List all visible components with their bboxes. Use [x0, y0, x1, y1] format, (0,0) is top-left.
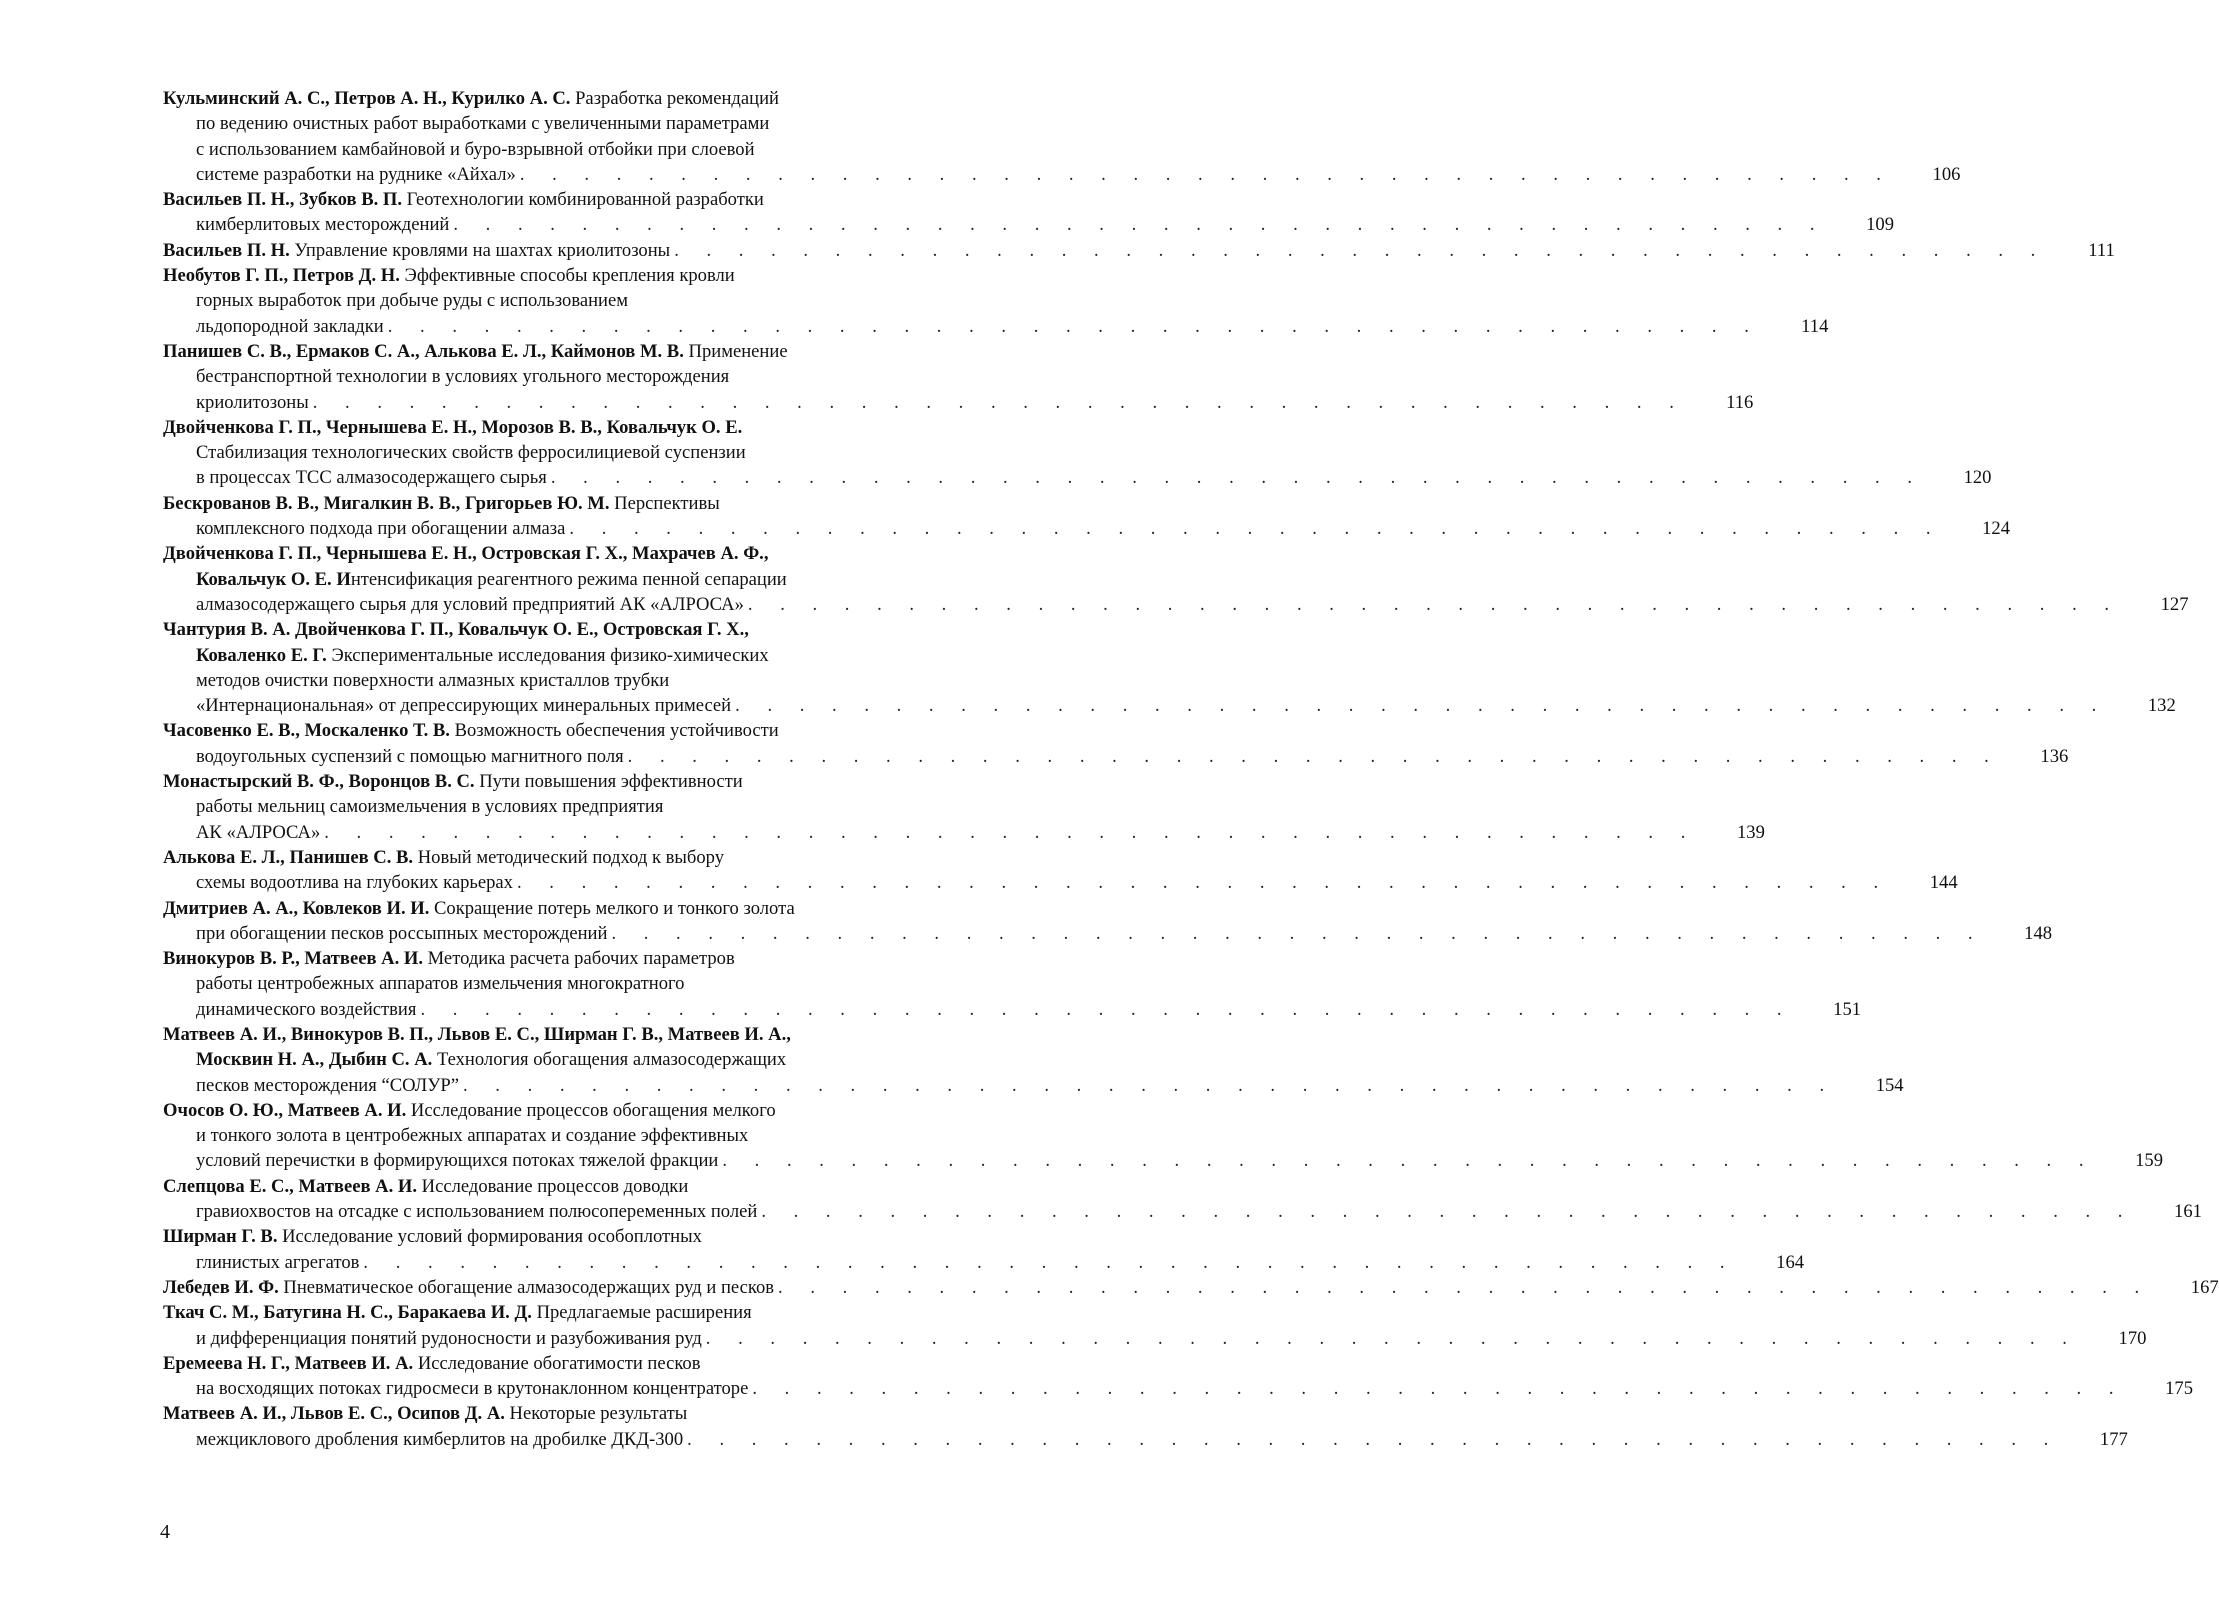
toc-entry-text: межциклового дробления кимберлитов на дробилке ДКД-300: [196, 1428, 684, 1450]
toc-entry-final-line: [163, 162, 1961, 187]
toc-entry-text: песков месторождения “СОЛУР”: [196, 1074, 459, 1096]
toc-entry-final-line: [163, 1148, 2163, 1173]
toc-entry-page-number: 120: [1963, 467, 1992, 489]
toc-entry-page-number: 159: [2135, 1150, 2163, 1172]
toc-entry-line: [163, 1098, 1046, 1123]
toc-entry-text: Ковальчук О. Е. Интенсификация реагентного режима пенной сепарации: [196, 568, 787, 590]
toc-entry-line: [163, 187, 1046, 212]
toc-entry-final-line: [163, 516, 2011, 541]
toc-entry-final-line: [163, 314, 1829, 339]
toc-entry-authors: Лебедев И. Ф.: [163, 1276, 279, 1298]
toc-entry-line: [163, 111, 1046, 136]
dot-leader: . . . . . . . . . . . . . . . . . . . . . . . . . . . . . . . . . . . . . . . . . . .: [722, 1150, 2095, 1172]
toc-entry-text: Лебедев И. Ф. Пневматическое обогащение алмазосодержащих руд и песков: [163, 1276, 775, 1298]
toc-entry-final-line: [163, 1275, 2219, 1300]
toc-entry-authors: Москвин Н. А., Дыбин С. А.: [196, 1049, 437, 1071]
toc-entry-text: [163, 619, 749, 640]
table-of-contents: [163, 86, 2219, 1452]
toc-entry-line: [163, 137, 1046, 162]
toc-entry-authors: Бескрованов В. В., Мигалкин В. В., Григорьев Ю. М.: [163, 492, 610, 514]
toc-entry-line: [163, 1401, 1046, 1426]
toc-entry: [163, 339, 1754, 415]
toc-entry-text: условий перечистки в формирующихся потоках тяжелой фракции: [196, 1150, 719, 1172]
toc-entry-text: с использованием камбайновой и буро-взрывной отбойки при слоевой: [196, 138, 755, 160]
toc-entry-final-line: [163, 465, 1992, 490]
dot-leader: . . . . . . . . . . . . . . . . . . . . . . . . . . . . . . . . . . . . . . . . . . .: [550, 467, 1924, 489]
toc-entry-line: [163, 845, 1046, 870]
toc-entry-text: «Интернациональная» от депрессирующих минеральных примесей: [196, 695, 732, 717]
toc-entry-text: Еремеева Н. Г., Матвеев И. А. Исследование обогатимости песков: [163, 1352, 701, 1374]
toc-entry-final-line: [163, 1427, 2128, 1452]
toc-entry-text: на восходящих потоках гидросмеси в крутонаклонном концентраторе: [196, 1378, 749, 1400]
toc-entry-page-number: 164: [1776, 1251, 1805, 1273]
toc-entry-authors: Чантурия В. А. Двойченкова Г. П., Ковальчук О. Е., Островская Г. Х.,: [163, 619, 749, 641]
toc-entry: [163, 1351, 2193, 1402]
toc-entry-authors: Монастырский В. Ф., Воронцов В. С.: [163, 771, 475, 793]
toc-entry-line: [163, 668, 1046, 693]
toc-entry-text: при обогащении песков россыпных месторождений: [196, 922, 608, 944]
toc-entry-text: льдопородной закладки: [196, 315, 384, 337]
dot-leader: . . . . . . . . . . . . . . . . . . . . . . . . . . . . . . . . . . . . . . . . . . .: [519, 163, 1893, 185]
toc-entry-text: Матвеев А. И., Львов Е. С., Осипов Д. А. Некоторые результаты: [163, 1403, 688, 1425]
toc-entry-text: Кульминский А. С., Петров А. Н., Курилко А. С. Разработка рекомендаций: [163, 88, 779, 109]
toc-entry-page-number: 144: [1929, 872, 1958, 894]
toc-entry-authors: Кульминский А. С., Петров А. Н., Курилко А. С.: [163, 88, 576, 109]
toc-entry-line: [163, 617, 1046, 642]
dot-leader: . . . . . . . . . . . . . . . . . . . . . . . . . . . . . . . . . . . . . . . . . . .: [627, 745, 2001, 767]
dot-leader: . . . . . . . . . . . . . . . . . . . . . . . . . . . . . . . . . . . . . . . . . . .: [516, 872, 1890, 894]
toc-entry-line: [163, 440, 1046, 465]
toc-entry-text: в процессах ТСС алмазосодержащего сырья: [196, 467, 547, 489]
toc-entry-authors: Очосов О. Ю., Матвеев А. И.: [163, 1099, 407, 1121]
toc-entry-final-line: [163, 1250, 1805, 1275]
toc-entry-authors: Матвеев А. И., Винокуров В. П., Львов Е. С., Ширман Г. В., Матвеев И. А.,: [163, 1023, 791, 1045]
dot-leader: . . . . . . . . . . . . . . . . . . . . . . . . . . . . . . . . . . . . . . . . . . .: [752, 1378, 2125, 1400]
toc-entry-authors: Двойченкова Г. П., Чернышева Е. Н., Морозов В. В., Ковальчук О. Е.: [163, 416, 743, 438]
dot-leader: . . . . . . . . . . . . . . . . . . . . . . . . . . . . . . . . . . . . . . . . . . .: [687, 1428, 2060, 1450]
toc-entry-authors: Васильев П. Н., Зубков В. П.: [163, 189, 403, 211]
toc-entry-line: [163, 769, 1046, 794]
toc-entry-authors: Ширман Г. В.: [163, 1226, 278, 1248]
toc-entry-text: Винокуров В. Р., Матвеев А. И. Методика расчета рабочих параметров: [163, 948, 735, 970]
toc-entry-text: комплексного подхода при обогащении алмаза: [196, 518, 566, 540]
toc-entry-authors: Часовенко Е. В., Москаленко Т. В.: [163, 720, 450, 742]
toc-entry-final-line: [163, 921, 2053, 946]
toc-entry: [163, 896, 2053, 947]
toc-entry-text: [163, 543, 768, 564]
toc-entry-text: схемы водоотлива на глубоких карьерах: [196, 872, 513, 894]
toc-entry-authors: Панишев С. В., Ермаков С. А., Алькова Е. Л., Каймонов М. В.: [163, 340, 684, 362]
toc-entry-line: [163, 364, 1046, 389]
toc-entry-authors: Матвеев А. И., Львов Е. С., Осипов Д. А.: [163, 1403, 505, 1425]
toc-entry-final-line: [163, 592, 2189, 617]
toc-entry-authors: Васильев П. Н.: [163, 239, 290, 261]
toc-entry-page-number: 139: [1736, 821, 1765, 843]
toc-entry-text: кимберлитовых месторождений: [196, 214, 450, 236]
toc-entry-authors: Ковальчук О. Е. И: [196, 568, 351, 590]
dot-leader: . . . . . . . . . . . . . . . . . . . . . . . . . . . . . . . . . . . . . . . . . . .: [674, 239, 2047, 261]
toc-entry-line: [163, 1300, 1046, 1325]
toc-entry-page-number: 161: [2174, 1201, 2202, 1223]
toc-entry-line: [163, 971, 1046, 996]
toc-entry-text: глинистых агрегатов: [196, 1251, 360, 1273]
toc-entry-text: [163, 1024, 791, 1045]
toc-entry: [163, 1098, 2163, 1174]
toc-entry-page-number: 148: [2024, 922, 2053, 944]
toc-entry-text: Ткач С. М., Батугина Н. С., Баракаева И. Д. Предлагаемые расширения: [163, 1302, 752, 1324]
toc-entry-final-line: [163, 870, 1958, 895]
toc-entry: [163, 541, 2189, 617]
toc-entry-final-line: [163, 1073, 1904, 1098]
toc-entry: [163, 845, 1958, 896]
toc-entry: [163, 415, 1992, 491]
toc-entry-final-line: [163, 1326, 2147, 1351]
toc-entry-authors: Ткач С. М., Батугина Н. С., Баракаева И. Д.: [163, 1302, 532, 1324]
toc-entry-text: и тонкого золота в центробежных аппаратах и создание эффективных: [196, 1125, 749, 1147]
toc-entry-text: водоугольных суспензий с помощью магнитного поля: [196, 745, 624, 767]
toc-entry-text: Коваленко Е. Г. Экспериментальные исследования физико-химических: [196, 644, 769, 666]
toc-entry-authors: Необутов Г. П., Петров Д. Н.: [163, 265, 400, 287]
toc-entry-final-line: [163, 744, 2069, 769]
toc-entry-line: [163, 288, 1046, 313]
toc-entry-text: криолитозоны: [196, 391, 309, 413]
toc-entry: [163, 946, 1862, 1022]
dot-leader: . . . . . . . . . . . . . . . . . . . . . . . . . . . . . . . . . . . . . . . . . . .: [705, 1327, 2079, 1349]
toc-entry-text: по ведению очистных работ выработками с увеличенными параметрами: [196, 113, 770, 135]
toc-entry: [163, 1224, 1805, 1275]
toc-entry-line: [163, 339, 1046, 364]
toc-entry-line: [163, 567, 1046, 592]
toc-entry-final-line: [163, 1376, 2193, 1401]
toc-entry-text: горных выработок при добыче руды с использованием: [196, 290, 629, 312]
dot-leader: . . . . . . . . . . . . . . . . . . . . . . . . . . . . . . . . . . . . . . . . . . .: [747, 593, 2121, 615]
toc-entry-page-number: 175: [2165, 1378, 2193, 1400]
toc-entry-page-number: 109: [1866, 214, 1894, 236]
toc-entry: [163, 86, 1961, 187]
toc-entry-authors: Еремеева Н. Г., Матвеев И. А.: [163, 1352, 414, 1374]
toc-entry-text: [163, 417, 742, 438]
toc-entry-final-line: [163, 693, 2176, 718]
page-number: 4: [160, 1521, 170, 1543]
dot-leader: . . . . . . . . . . . . . . . . . . . . . . . . . . . . . . . . . . . . . . . . . . .: [387, 315, 1761, 337]
toc-entry-final-line: [163, 212, 1894, 237]
toc-entry-line: [163, 1123, 1046, 1148]
dot-leader: . . . . . . . . . . . . . . . . . . . . . . . . . . . . . . . . . . . . . . . . . . .: [462, 1074, 1836, 1096]
toc-entry-text: Бескрованов В. В., Мигалкин В. В., Григорьев Ю. М. Перспективы: [163, 492, 720, 514]
toc-entry-authors: Слепцова Е. С., Матвеев А. И.: [163, 1175, 418, 1197]
toc-entry: [163, 769, 1765, 845]
dot-leader: . . . . . . . . . . . . . . . . . . . . . . . . . . . . . . . . . . . . . . . . . . .: [312, 391, 1686, 413]
toc-entry-text: АК «АЛРОСА»: [196, 821, 321, 843]
toc-entry-text: работы мельниц самоизмельчения в условиях предприятия: [196, 796, 664, 818]
toc-entry-page-number: 170: [2118, 1327, 2147, 1349]
dot-leader: . . . . . . . . . . . . . . . . . . . . . . . . . . . . . . . . . . . . . . . . . . .: [569, 518, 1943, 540]
toc-entry: [163, 617, 2176, 718]
toc-entry-page-number: 151: [1833, 998, 1862, 1020]
toc-entry-line: [163, 896, 1046, 921]
toc-entry-line: [163, 1174, 1046, 1199]
toc-entry-page-number: 132: [2147, 695, 2176, 717]
toc-entry-authors: Алькова Е. Л., Панишев С. В.: [163, 846, 414, 868]
toc-entry: [163, 238, 2115, 263]
toc-entry-page-number: 167: [2190, 1276, 2219, 1298]
toc-entry-text: Ширман Г. В. Исследование условий формирования особоплотных: [163, 1226, 702, 1248]
toc-entry-final-line: [163, 238, 2115, 263]
toc-entry-authors: Двойченкова Г. П., Чернышева Е. Н., Островская Г. Х., Махрачев А. Ф.,: [163, 543, 769, 565]
toc-entry-text: Монастырский В. Ф., Воронцов В. С. Пути повышения эффективности: [163, 771, 743, 793]
toc-entry-line: [163, 491, 1046, 516]
dot-leader: . . . . . . . . . . . . . . . . . . . . . . . . . . . . . . . . . . . . . . . . . . .: [363, 1251, 1737, 1273]
toc-entry-line: [163, 643, 1046, 668]
toc-entry: [163, 718, 2069, 769]
toc-entry-text: Необутов Г. П., Петров Д. Н. Эффективные способы крепления кровли: [163, 265, 735, 287]
toc-entry-text: Москвин Н. А., Дыбин С. А. Технология обогащения алмазосодержащих: [196, 1049, 787, 1071]
dot-leader: . . . . . . . . . . . . . . . . . . . . . . . . . . . . . . . . . . . . . . . . . . .: [735, 695, 2108, 717]
toc-entry: [163, 1275, 2219, 1300]
toc-entry-page-number: 106: [1932, 163, 1961, 185]
toc-entry-text: работы центробежных аппаратов измельчения многократного: [196, 973, 685, 995]
toc-entry-text: и дифференциация понятий рудоносности и разубоживания руд: [196, 1327, 702, 1349]
toc-entry-line: [163, 86, 1046, 111]
dot-leader: . . . . . . . . . . . . . . . . . . . . . . . . . . . . . . . . . . . . . . . . . . .: [761, 1201, 2134, 1223]
toc-entry-line: [163, 946, 1046, 971]
toc-entry-final-line: [163, 820, 1765, 845]
dot-leader: . . . . . . . . . . . . . . . . . . . . . . . . . . . . . . . . . . . . . . . . . . .: [420, 998, 1794, 1020]
toc-entry-final-line: [163, 1199, 2202, 1224]
toc-entry-text: Стабилизация технологических свойств ферросилициевой суспензии: [196, 442, 746, 464]
toc-entry-final-line: [163, 390, 1754, 415]
toc-entry-page-number: 136: [2040, 745, 2069, 767]
toc-entry-text: динамического воздействия: [196, 998, 417, 1020]
toc-entry: [163, 263, 1829, 339]
toc-entry-text: гравиохвостов на отсадке с использованием полюсопеременных полей: [196, 1201, 758, 1223]
toc-entry-text: Часовенко Е. В., Москаленко Т. В. Возможность обеспечения устойчивости: [163, 720, 779, 742]
toc-entry-line: [163, 415, 1046, 440]
dot-leader: . . . . . . . . . . . . . . . . . . . . . . . . . . . . . . . . . . . . . . . . . . .: [453, 214, 1826, 236]
toc-entry: [163, 187, 1894, 238]
toc-entry-line: [163, 718, 1046, 743]
toc-entry-line: [163, 1224, 1046, 1249]
toc-entry-page-number: 116: [1726, 391, 1754, 413]
toc-entry: [163, 1174, 2202, 1225]
toc-entry-text: Слепцова Е. С., Матвеев А. И. Исследование процессов доводки: [163, 1175, 689, 1197]
toc-entry: [163, 491, 2011, 542]
toc-entry-page-number: 114: [1801, 315, 1829, 337]
toc-entry-page-number: 111: [2088, 239, 2115, 261]
toc-entry-text: Очосов О. Ю., Матвеев А. И. Исследование процессов обогащения мелкого: [163, 1099, 776, 1121]
dot-leader: . . . . . . . . . . . . . . . . . . . . . . . . . . . . . . . . . . . . . . . . . . .: [778, 1276, 2151, 1298]
toc-entry-final-line: [163, 997, 1862, 1022]
toc-entry-line: [163, 541, 1046, 566]
toc-entry-line: [163, 1047, 1046, 1072]
toc-entry-text: Панишев С. В., Ермаков С. А., Алькова Е. Л., Каймонов М. В. Применение: [163, 340, 788, 362]
toc-entry-text: Алькова Е. Л., Панишев С. В. Новый методический подход к выбору: [163, 846, 725, 868]
toc-entry-text: Дмитриев А. А., Ковлеков И. И. Сокращение потерь мелкого и тонкого золота: [163, 897, 795, 919]
toc-entry-authors: Винокуров В. Р., Матвеев А. И.: [163, 948, 423, 970]
toc-entry-line: [163, 1351, 1046, 1376]
toc-entry-authors: Коваленко Е. Г.: [196, 644, 332, 666]
toc-entry-text: системе разработки на руднике «Айхал»: [196, 163, 516, 185]
toc-entry: [163, 1300, 2147, 1351]
toc-entry: [163, 1022, 1904, 1098]
toc-entry-page-number: 177: [2099, 1428, 2128, 1450]
toc-entry-page-number: 124: [1982, 518, 2011, 540]
toc-entry-authors: Дмитриев А. А., Ковлеков И. И.: [163, 897, 430, 919]
toc-entry-text: методов очистки поверхности алмазных кристаллов трубки: [196, 669, 670, 691]
toc-entry-line: [163, 1022, 1046, 1047]
toc-entry-text: бестранспортной технологии в условиях угольного месторождения: [196, 366, 730, 388]
toc-entry-line: [163, 794, 1046, 819]
toc-entry-text: алмазосодержащего сырья для условий предприятий АК «АЛРОСА»: [196, 593, 744, 615]
dot-leader: . . . . . . . . . . . . . . . . . . . . . . . . . . . . . . . . . . . . . . . . . . .: [324, 821, 1697, 843]
toc-entry-text: Васильев П. Н. Управление кровлями на шахтах криолитозоны: [163, 239, 671, 261]
dot-leader: . . . . . . . . . . . . . . . . . . . . . . . . . . . . . . . . . . . . . . . . . . .: [611, 922, 1985, 944]
toc-entry-page-number: 154: [1875, 1074, 1904, 1096]
toc-entry-text: Васильев П. Н., Зубков В. П. Геотехнологии комбинированной разработки: [163, 189, 764, 211]
toc-entry-page-number: 127: [2160, 593, 2189, 615]
toc-entry-line: [163, 263, 1046, 288]
toc-entry: [163, 1401, 2128, 1452]
